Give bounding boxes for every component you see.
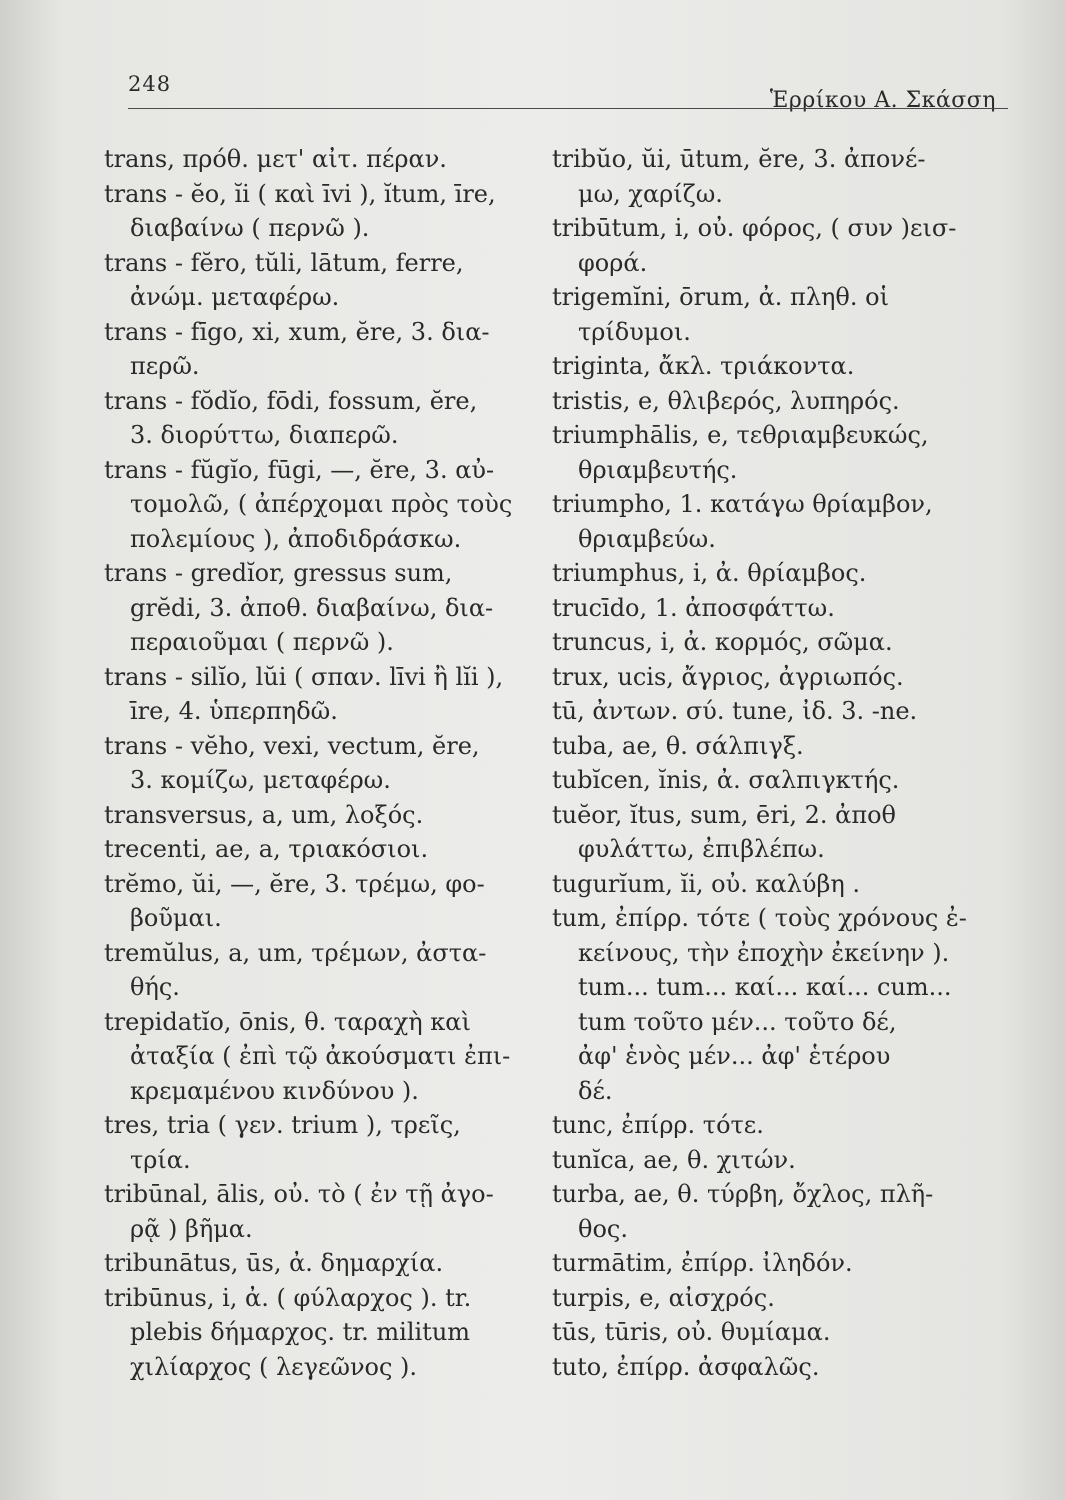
entry-continuation: 3. διορύττω, διαπερῶ. xyxy=(130,421,399,449)
entry-continuation: grĕdi, 3. ἀποθ. διαβαίνω, δια- xyxy=(130,593,494,622)
entry-continuation: διαβαίνω ( περνῶ ). xyxy=(130,214,370,242)
dictionary-entry xyxy=(104,1005,554,1109)
entry-continuation: πολεμίους ), ἀποδιδράσκω. xyxy=(130,524,462,553)
page-header xyxy=(128,62,1008,122)
entry-headline: tugurĭum, ĭi, οὐ. καλύβη . xyxy=(552,869,860,898)
entry-headline: tribŭo, ŭi, ūtum, ĕre, 3. ἀπονέ- xyxy=(552,145,926,173)
entry-headline: triumphālis, e, τεθριαμβευκώς, xyxy=(552,421,929,449)
entry-headline: trans, πρόθ. μετ' αἰτ. πέραν. xyxy=(104,145,447,173)
page-number: 248 xyxy=(128,72,172,96)
entry-headline: trans - fĕro, tŭli, lātum, ferre, xyxy=(104,248,464,277)
right-column xyxy=(552,142,1008,1384)
entry-headline: trans - fŭgĭo, fūgi, —, ĕre, 3. αὐ- xyxy=(104,455,495,484)
entry-continuation: φορά. xyxy=(578,248,648,277)
dictionary-entry xyxy=(104,798,554,833)
entry-continuation: ἀνώμ. μεταφέρω. xyxy=(130,283,340,311)
dictionary-entry xyxy=(552,1281,1008,1316)
dictionary-entry xyxy=(104,453,554,557)
dictionary-entry xyxy=(104,246,554,315)
dictionary-entry xyxy=(552,1108,1008,1143)
entry-continuation: μω, χαρίζω. xyxy=(578,179,723,208)
left-column xyxy=(104,142,554,1384)
entry-headline: triumphus, i, ἀ. θρίαμβος. xyxy=(552,559,867,587)
entry-headline: trans - vĕho, vexi, vectum, ĕre, xyxy=(104,731,480,760)
entry-headline: tuĕor, ĭtus, sum, ēri, 2. ἀποθ xyxy=(552,800,897,829)
entry-continuation: tum... tum... καί... καί... cum... xyxy=(578,973,952,1001)
entry-continuation: τρία. xyxy=(130,1145,191,1174)
entry-continuation: 3. κομίζω, μεταφέρω. xyxy=(130,766,391,794)
entry-headline: tuba, ae, θ. σάλπιγξ. xyxy=(552,731,804,760)
entry-headline: trans - silĭo, lŭi ( σπαν. līvi ἢ lĭi ), xyxy=(104,662,504,691)
entry-continuation: ἀταξία ( ἐπὶ τῷ ἀκούσματι ἐπι- xyxy=(130,1042,511,1070)
dictionary-entry xyxy=(552,763,1008,798)
entry-headline: tres, tria ( γεν. trium ), τρεῖς, xyxy=(104,1111,461,1139)
entry-headline: trans - gredĭor, gressus sum, xyxy=(104,559,453,587)
dictionary-entry xyxy=(552,418,1008,487)
entry-continuation: φυλάττω, ἐπιβλέπω. xyxy=(578,835,825,863)
dictionary-entry xyxy=(104,867,554,936)
entry-headline: trans - fīgo, xi, xum, ĕre, 3. δια- xyxy=(104,317,490,346)
entry-continuation: περαιοῦμαι ( περνῶ ). xyxy=(130,628,394,656)
entry-headline: tuto, ἐπίρρ. ἀσφαλῶς. xyxy=(552,1352,820,1381)
entry-continuation: περῶ. xyxy=(130,352,200,380)
dictionary-entry xyxy=(104,1281,554,1385)
entry-continuation: τομολῶ, ( ἀπέρχομαι πρὸς τοὺς xyxy=(130,490,513,518)
entry-continuation: δέ. xyxy=(578,1076,613,1105)
dictionary-entry xyxy=(552,625,1008,660)
entry-continuation: ρᾷ ) βῆμα. xyxy=(130,1214,253,1243)
entry-continuation: βοῦμαι. xyxy=(130,904,222,932)
entry-headline: turpis, e, αἰσχρός. xyxy=(552,1283,775,1312)
entry-headline: turmātim, ἐπίρρ. ἰληδόν. xyxy=(552,1249,853,1277)
entry-headline: tristis, e, θλιβερός, λυπηρός. xyxy=(552,386,900,415)
dictionary-entry xyxy=(552,487,1008,556)
entry-headline: tunc, ἐπίρρ. τότε. xyxy=(552,1111,764,1139)
dictionary-entry xyxy=(104,1108,554,1177)
entry-continuation: ἀφ' ἑνὸς μέν... ἀφ' ἑτέρου xyxy=(578,1042,891,1070)
dictionary-entry xyxy=(552,729,1008,764)
entry-continuation: κείνους, τὴν ἐποχὴν ἐκείνην ). xyxy=(578,938,950,967)
entry-headline: trepidatĭo, ōnis, θ. ταραχὴ καὶ xyxy=(104,1007,471,1036)
dictionary-entry xyxy=(552,556,1008,591)
dictionary-entry xyxy=(104,729,554,798)
dictionary-entry xyxy=(104,556,554,660)
dictionary-entry xyxy=(104,936,554,1005)
entry-headline: trĕmo, ŭi, —, ĕre, 3. τρέμω, φο- xyxy=(104,869,485,898)
dictionary-entry xyxy=(552,142,1008,211)
entry-headline: trux, ucis, ἄγριος, ἀγριωπός. xyxy=(552,662,904,691)
entry-headline: tremŭlus, a, um, τρέμων, ἀστα- xyxy=(104,938,487,967)
dictionary-entry xyxy=(552,349,1008,384)
entry-continuation: īre, 4. ὑπερπηδῶ. xyxy=(130,697,338,725)
entry-headline: tribūnus, i, ἀ. ( φύλαρχος ). tr. xyxy=(104,1283,472,1312)
dictionary-entry xyxy=(552,798,1008,867)
entry-continuation: θριαμβευτής. xyxy=(578,455,738,484)
dictionary-entry xyxy=(104,1177,554,1246)
entry-headline: tunĭca, ae, θ. χιτών. xyxy=(552,1145,796,1174)
entry-headline: tubĭcen, ĭnis, ἀ. σαλπιγκτής. xyxy=(552,766,900,794)
dictionary-entry xyxy=(104,315,554,384)
entry-headline: triumpho, 1. κατάγω θρίαμβον, xyxy=(552,490,933,518)
dictionary-entry xyxy=(104,177,554,246)
dictionary-entry xyxy=(552,211,1008,280)
entry-continuation: τρίδυμοι. xyxy=(578,317,691,346)
entry-headline: transversus, a, um, λοξός. xyxy=(104,800,424,829)
dictionary-entry xyxy=(552,591,1008,626)
entry-continuation: θριαμβεύω. xyxy=(578,524,716,553)
entry-headline: trigemĭni, ōrum, ἀ. πληθ. οἱ xyxy=(552,283,889,311)
dictionary-entry xyxy=(552,1315,1008,1350)
dictionary-entry xyxy=(552,901,1008,1108)
entry-headline: tūs, tūris, οὐ. θυμίαμα. xyxy=(552,1318,831,1346)
entry-headline: tribūtum, i, οὐ. φόρος, ( συν )εισ- xyxy=(552,214,957,242)
dictionary-entry xyxy=(552,1350,1008,1385)
entry-continuation: θος. xyxy=(578,1214,628,1243)
dictionary-entry xyxy=(552,384,1008,419)
dictionary-entry xyxy=(552,660,1008,695)
entry-continuation: tum τοῦτο μέν... τοῦτο δέ, xyxy=(578,1007,897,1036)
entry-headline: tribūnal, ālis, οὐ. τὸ ( ἐν τῇ ἀγο- xyxy=(104,1180,494,1208)
dictionary-entry xyxy=(552,280,1008,349)
entry-headline: tū, ἀντων. σύ. tune, ἰδ. 3. -ne. xyxy=(552,697,918,725)
dictionary-entry xyxy=(552,867,1008,902)
dictionary-entry xyxy=(104,832,554,867)
entry-headline: trecenti, ae, a, τριακόσιοι. xyxy=(104,835,429,863)
entry-continuation: plebis δήμαρχος. tr. militum xyxy=(130,1318,471,1346)
dictionary-entry xyxy=(552,1177,1008,1246)
entry-headline: tribunātus, ūs, ἀ. δημαρχία. xyxy=(104,1249,444,1277)
running-head: Ἑρρίκου Α. Σκάσση xyxy=(769,88,996,113)
entry-continuation: θής. xyxy=(130,973,180,1001)
entry-headline: trans - fŏdĭo, fōdi, fossum, ĕre, xyxy=(104,386,478,415)
entry-headline: trans - ĕo, ĭi ( καὶ īvi ), ĭtum, īre, xyxy=(104,179,496,208)
header-rule xyxy=(128,108,1008,109)
dictionary-entry xyxy=(104,1246,554,1281)
entry-headline: tum, ἐπίρρ. τότε ( τοὺς χρόνους ἐ- xyxy=(552,904,967,932)
entry-headline: truncus, i, ἀ. κορμός, σῶμα. xyxy=(552,628,893,656)
entry-headline: turba, ae, θ. τύρβη, ὄχλος, πλῆ- xyxy=(552,1180,934,1208)
dictionary-entry xyxy=(552,1143,1008,1178)
dictionary-entry xyxy=(552,694,1008,729)
dictionary-entry xyxy=(104,384,554,453)
entry-headline: trucīdo, 1. ἀποσφάττω. xyxy=(552,593,835,622)
dictionary-entry xyxy=(552,1246,1008,1281)
entry-headline: triginta, ἄκλ. τριάκοντα. xyxy=(552,352,855,380)
entry-continuation: χιλίαρχος ( λεγεῶνος ). xyxy=(130,1352,418,1381)
entry-continuation: κρεμαμένου κινδύνου ). xyxy=(130,1076,419,1105)
dictionary-entry xyxy=(104,142,554,177)
dictionary-entry xyxy=(104,660,554,729)
